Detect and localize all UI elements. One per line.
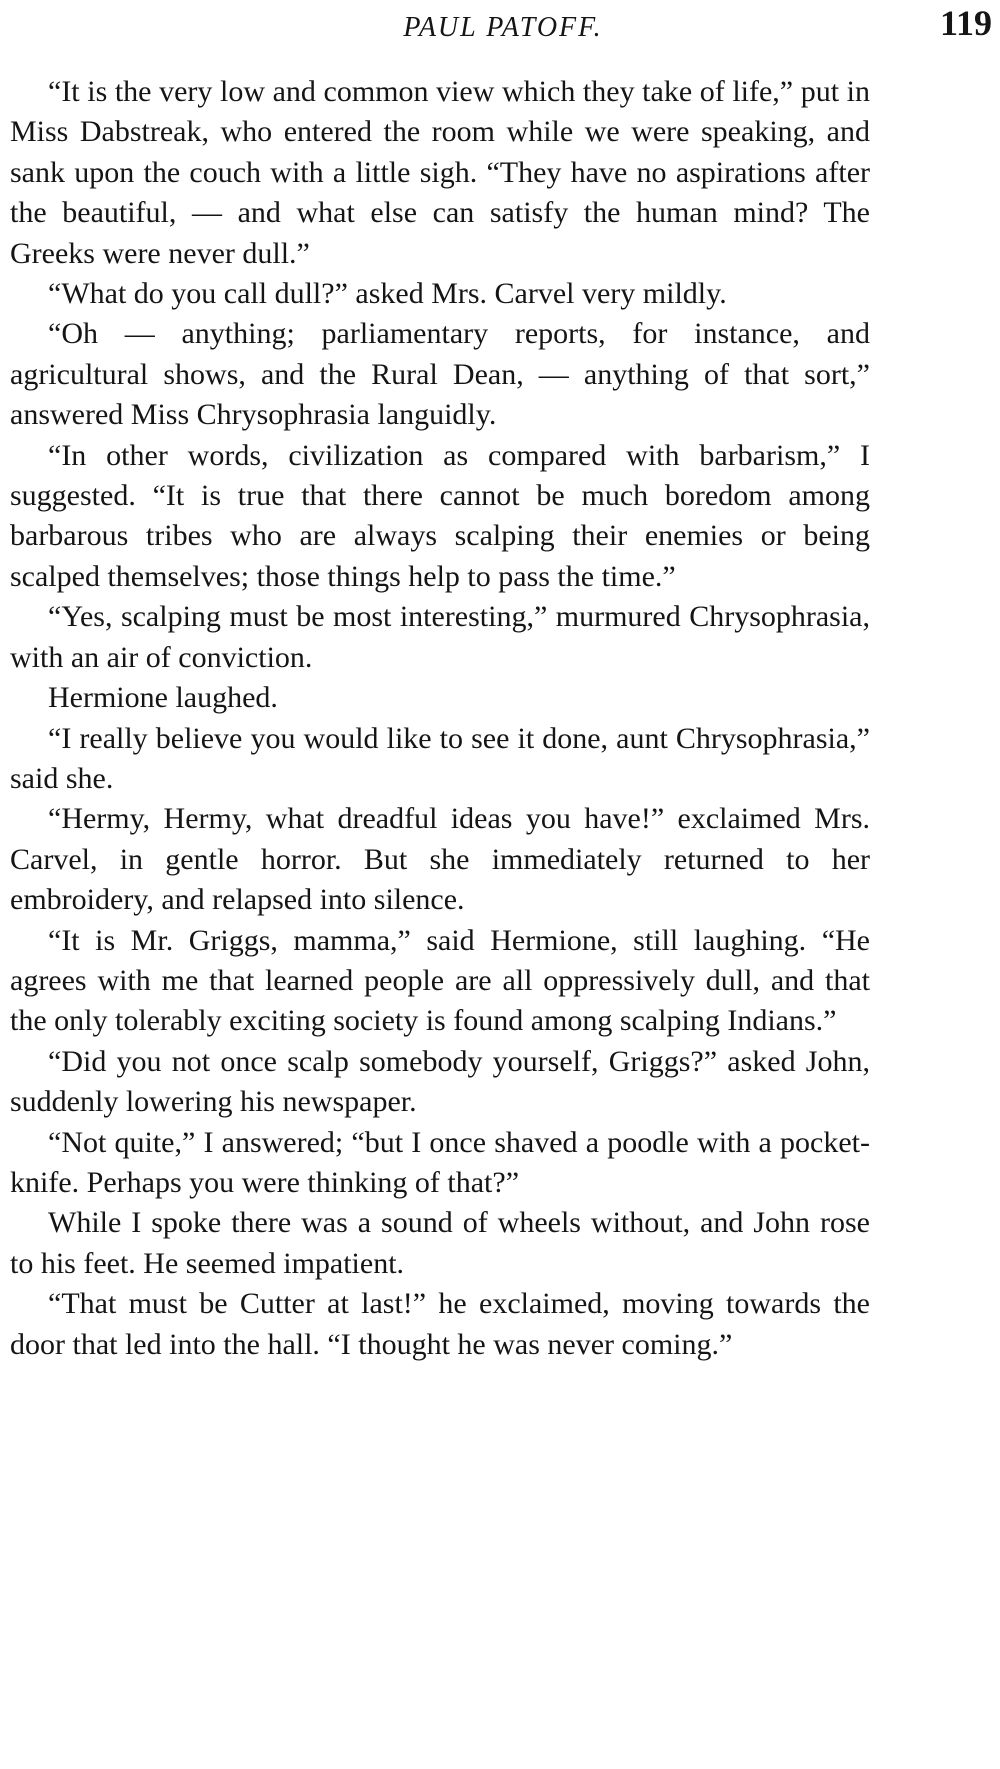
paragraph: “What do you call dull?” asked Mrs. Carvel very mildly. [48,277,727,311]
running-title: PAUL PATOFF. [403,12,603,43]
page-header [10,0,996,56]
paragraph: “Did you not once scalp somebody yourself, Griggs?” asked John, suddenly lowering his newspaper. [10,1044,870,1119]
paragraph: While I spoke there was a sound of wheels without, and John rose to his feet. He seemed impatient. [10,1206,870,1280]
paragraph: “It is Mr. Griggs, mamma,” said Hermione, still laughing. “He agrees with me that learned people are all oppressively dull, and that the only tolerably exciting society is found among scalping Indians.” [10,923,870,1038]
paragraph: “It is the very low and common view which they take of life,” put in Miss Dabstreak, who entered the room while we were speaking, and sank upon the couch with a little sigh. “They have no aspirations after the beautiful, — and what else can satisfy the human mind? The Greeks were never dull.” [10,75,870,270]
paragraph: “In other words, civilization as compared with barbarism,” I suggested. “It is true that there cannot be much boredom among barbarous tribes who are always scalping their enemies or being scalped themselves; those things help to pass the time.” [10,438,870,593]
paragraph: Hermione laughed. [48,681,278,715]
paragraph: “Yes, scalping must be most interesting,” murmured Chrysophrasia, with an air of conviction. [10,600,870,674]
paragraph: “Not quite,” I answered; “but I once shaved a poodle with a pocket-knife. Perhaps you were thinking of that?” [10,1125,870,1199]
page-body [10,72,870,1365]
paragraph: “I really believe you would like to see it done, aunt Chrysophrasia,” said she. [10,721,870,795]
paragraph: “Oh — anything; parliamentary reports, for instance, and agricultural shows, and the Rural Dean, — anything of that sort,” answered Miss Chrysophrasia languidly. [10,317,870,432]
paragraph: “That must be Cutter at last!” he exclaimed, moving towards the door that led into the hall. “I thought he was never coming.” [10,1287,870,1361]
page-number: 119 [939,3,992,43]
paragraph: “Hermy, Hermy, what dreadful ideas you have!” exclaimed Mrs. Carvel, in gentle horror. But she immediately returned to her embroidery, and relapsed into silence. [10,802,870,917]
